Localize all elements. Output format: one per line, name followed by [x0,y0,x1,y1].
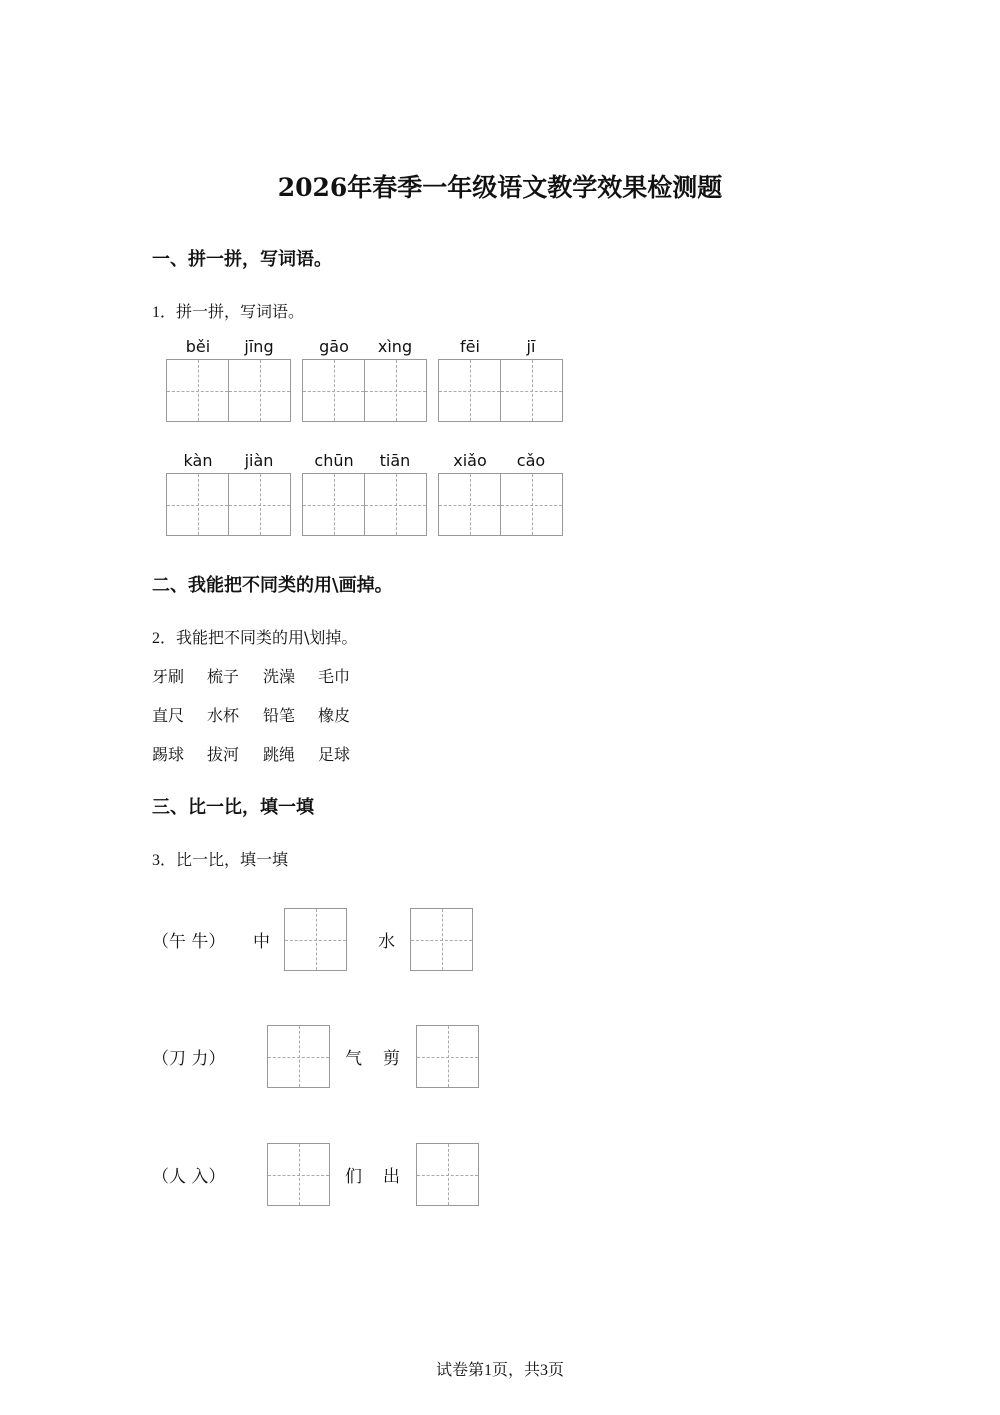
writing-grid-box[interactable] [501,473,563,536]
question-text: 我能把不同类的用\划掉。 [176,628,358,647]
word-item[interactable]: 跳绳 [263,745,296,764]
question-2: 2．我能把不同类的用\划掉。 [152,628,358,647]
section-heading-2: 二、我能把不同类的用\画掉。 [152,575,393,596]
writing-grid-box[interactable] [229,473,291,536]
word-item[interactable]: 橡皮 [318,706,351,725]
pinyin-label: gāo [319,337,349,356]
word-item[interactable]: 直尺 [152,706,185,725]
character-pair: （人 入） [152,1167,226,1187]
pinyin-label: jīng [244,337,274,356]
question-number: 3 [152,852,160,869]
question-number: 1 [152,304,160,321]
character-prompt: 气 [345,1049,362,1069]
answer-grid-box[interactable] [267,1025,330,1088]
writing-grid-box[interactable] [438,359,501,422]
pinyin-label: xìng [377,337,413,356]
word-item[interactable]: 毛巾 [318,667,351,686]
character-pair: （刀 力） [152,1049,226,1069]
question-3: 3．比一比，填一填 [152,850,289,869]
character-prompt: 中 [253,932,270,952]
pinyin-label: xiǎo [453,451,487,470]
character-pair: （午 牛） [152,932,226,952]
writing-grid-box[interactable] [501,359,563,422]
section-heading-3: 三、比一比，填一填 [152,797,314,818]
pinyin-label: chūn [314,451,354,470]
answer-grid-box[interactable] [416,1025,479,1088]
writing-grid-box[interactable] [229,359,291,422]
writing-grid-box[interactable] [365,359,427,422]
writing-grid-box[interactable] [302,473,365,536]
writing-grid-box[interactable] [166,473,229,536]
character-prompt: 水 [378,932,395,952]
word-item[interactable]: 拔河 [207,745,240,764]
pinyin-label: cǎo [516,451,546,470]
page-title: 2026年春季一年级语文教学效果检测题 [277,173,723,202]
writing-grid-box[interactable] [302,359,365,422]
pinyin-label: fēi [460,337,480,356]
question-text: 比一比，填一填 [176,850,289,869]
character-prompt: 剪 [383,1049,400,1069]
answer-grid-box[interactable] [410,908,473,971]
word-item[interactable]: 水杯 [207,706,240,725]
word-item[interactable]: 洗澡 [263,667,296,686]
word-item[interactable]: 牙刷 [152,667,185,686]
section-heading-1: 一、拼一拼，写词语。 [152,249,332,270]
pinyin-label: jiàn [244,451,274,470]
answer-grid-box[interactable] [416,1143,479,1206]
writing-grid-box[interactable] [166,359,229,422]
pinyin-label: tiān [379,451,411,470]
question-text: 拼一拼，写词语。 [176,302,305,321]
pinyin-label: běi [185,337,211,356]
word-item[interactable]: 铅笔 [263,706,296,725]
word-item[interactable]: 梳子 [207,667,240,686]
question-1: 1．拼一拼，写词语。 [152,302,305,321]
character-prompt: 们 [345,1167,362,1187]
pinyin-label: jī [526,337,536,356]
writing-grid-box[interactable] [365,473,427,536]
pinyin-label: kàn [183,451,213,470]
answer-grid-box[interactable] [284,908,347,971]
character-prompt: 出 [383,1167,400,1187]
writing-grid-box[interactable] [438,473,501,536]
answer-grid-box[interactable] [267,1143,330,1206]
word-item[interactable]: 足球 [318,745,351,764]
page-footer: 试卷第1页，共3页 [435,1362,564,1379]
question-number: 2 [152,630,160,647]
word-item[interactable]: 踢球 [152,745,185,764]
